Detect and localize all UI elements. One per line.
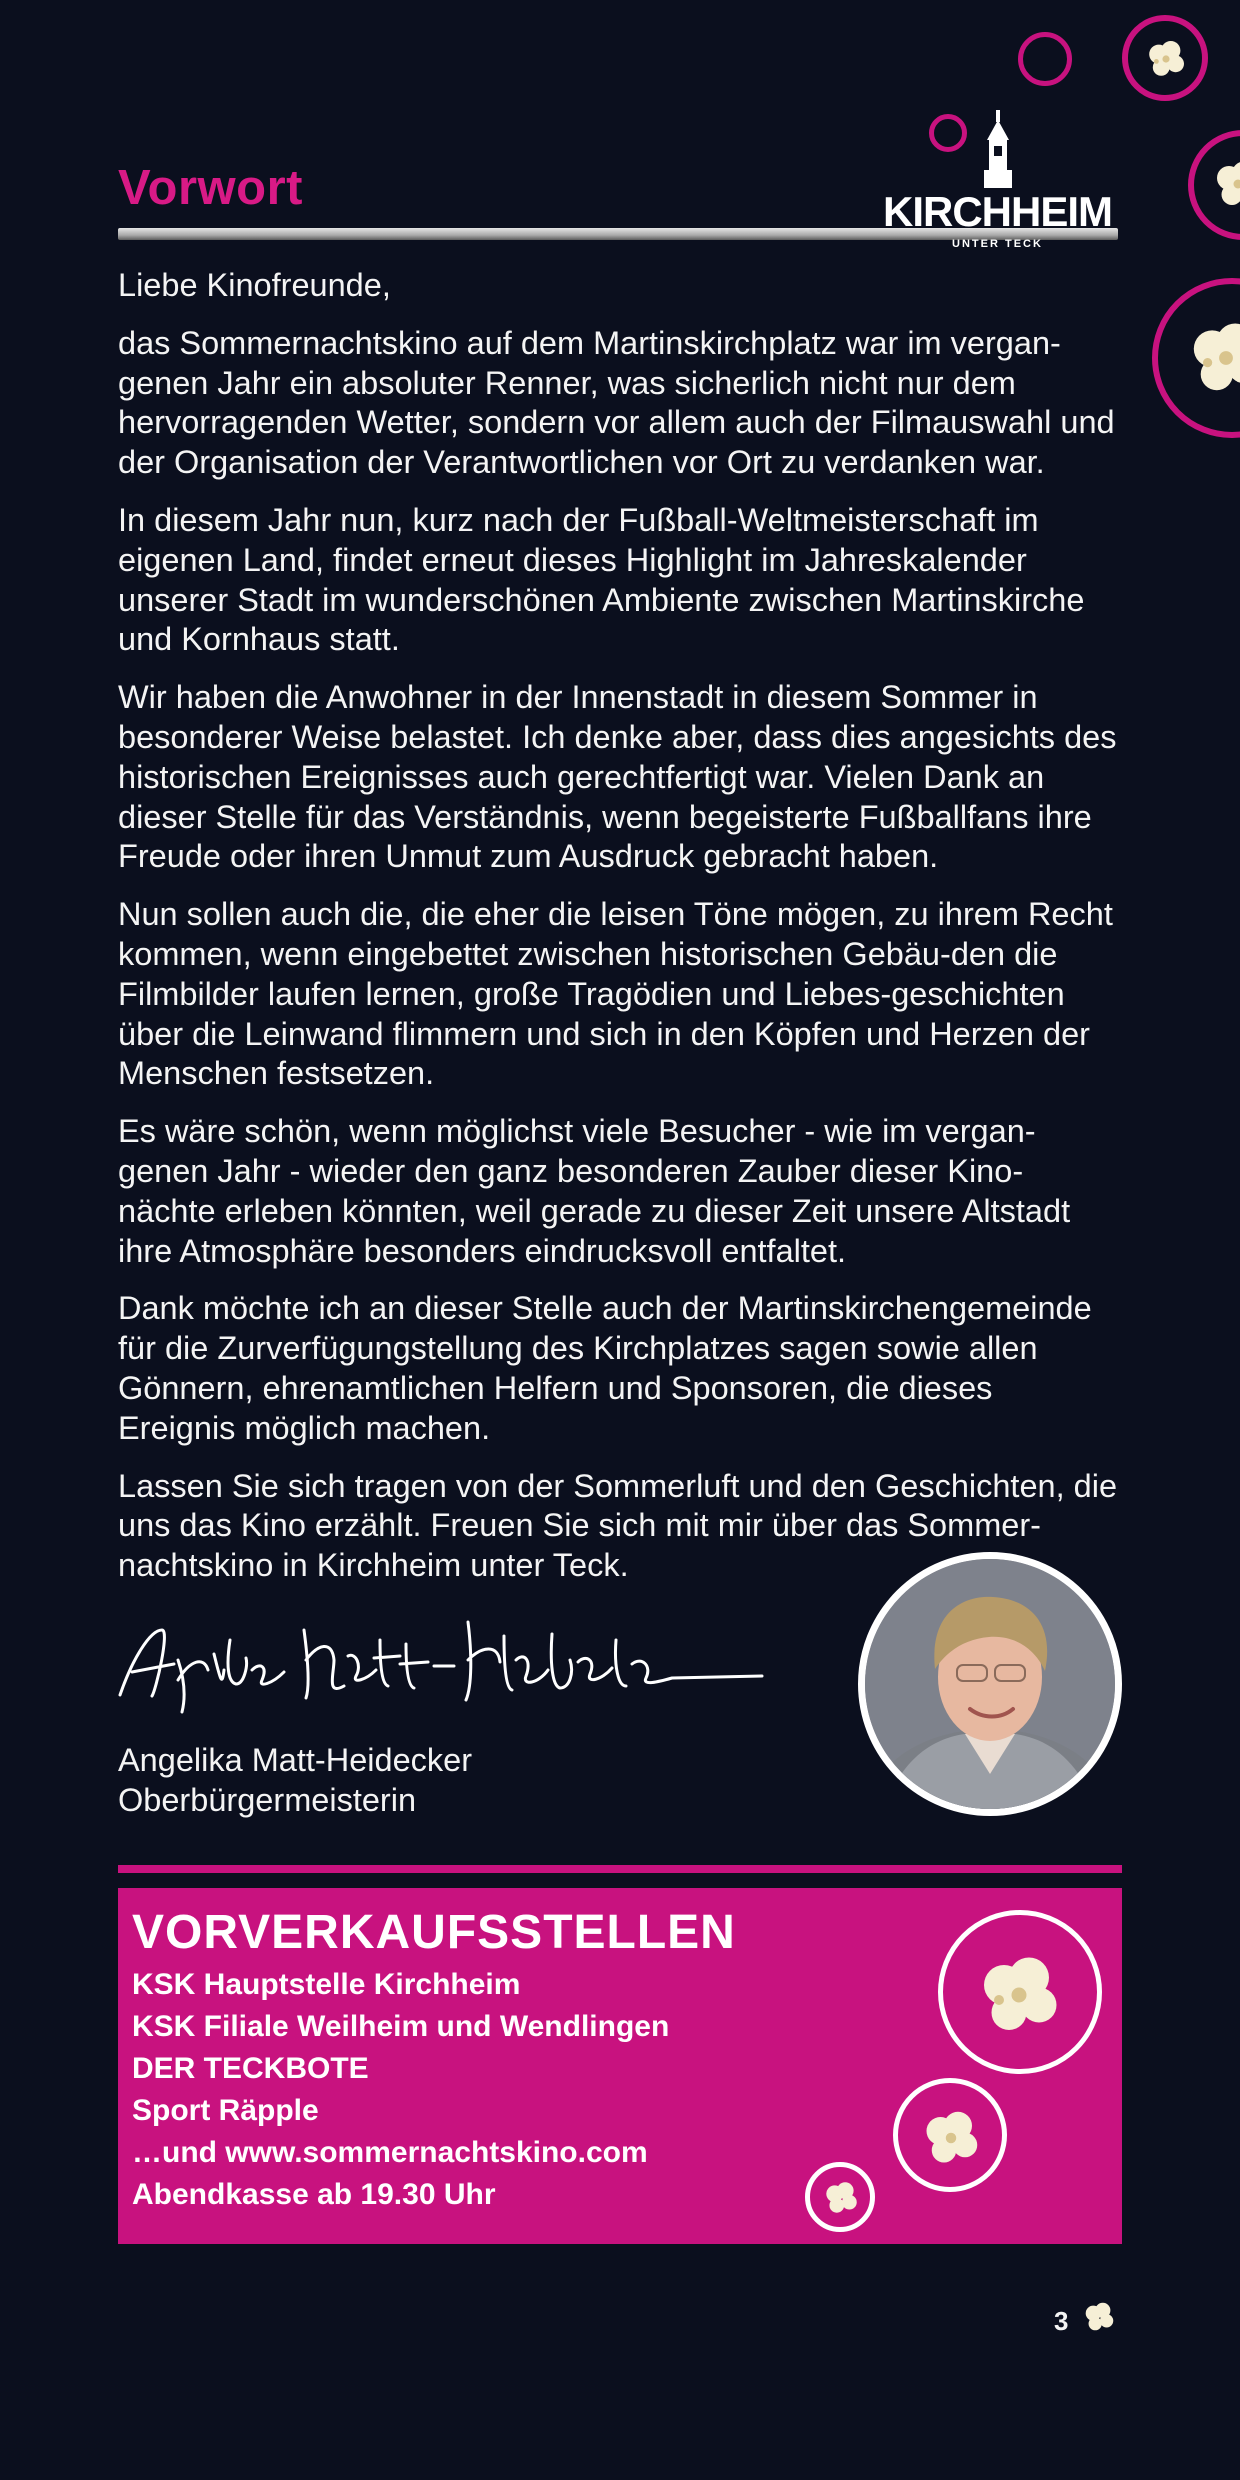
decorative-ring [1018, 32, 1072, 86]
salutation: Liebe Kinofreunde, [118, 267, 391, 303]
signer-name: Angelika Matt-Heidecker [118, 1742, 473, 1778]
paragraph: Dank möchte ich an dieser Stelle auch der Martinskirchengemeinde für die Zurverfügungstellung des Kirchplatzes sagen sowie allen Gönnern, ehrenamtlichen Helfern und Sponsoren, die dieses Ereignis möglich machen. [118, 1290, 1092, 1446]
logo-wordmark: KIRCHHEIM [883, 188, 1112, 235]
popcorn-icon [1080, 2298, 1118, 2336]
list-item: DER TECKBOTE [132, 2052, 369, 2085]
paragraph: Es wäre schön, wenn möglichst viele Besucher - wie im vergan-genen Jahr - wieder den ganz besonderen Zauber dieser Kino-nächte erleben könnten, weil gerade zu dieser Zeit unsere Altstadt ihre Atmosphäre besonders eindrucksvoll entfaltet. [118, 1113, 1071, 1269]
presale-top-bar [118, 1865, 1122, 1873]
list-item: Abendkasse ab 19.30 Uhr [132, 2178, 496, 2211]
paragraph: Wir haben die Anwohner in der Innenstadt in diesem Sommer in besonderer Weise belastet. Ich denke aber, dass dies angesichts des historischen Ereignisses auch gerechtfertigt war. Vielen Dank an dieser Stelle für das Verständnis, wenn begeisterte Fußballfans ihre Freude oder ihren Unmut zum Ausdruck gebracht haben. [118, 679, 1117, 875]
list-item: …und www.sommernachtskino.com [132, 2136, 648, 2169]
paragraph: das Sommernachtskino auf dem Martinskirchplatz war im vergan-genen Jahr ein absoluter Renner, was sicherlich nicht nur dem hervorragenden Wetter, sondern vor allem auch der Filmauswahl und der Organisation der Verantwortlichen vor Ort zu verdanken war. [118, 324, 1115, 481]
popcorn-icon [820, 2177, 862, 2219]
foreword-letter [118, 266, 1118, 1604]
popcorn-ring [938, 1910, 1102, 2074]
mayor-portrait-photo [858, 1552, 1122, 1816]
popcorn-icon [1208, 154, 1240, 214]
popcorn-ring [893, 2078, 1007, 2192]
popcorn-ring [805, 2162, 875, 2232]
paragraph: Nun sollen auch die, die eher die leisen Töne mögen, zu ihrem Recht kommen, wenn eingebettet zwischen historischen Gebäu-den die Filmbilder laufen lernen, große Tragödien und Liebes-geschichten über die Leinwand flimmern und sich in den Köpfen und Herzen der Menschen festsetzen. [118, 896, 1113, 1092]
list-item: KSK Hauptstelle Kirchheim [132, 1968, 521, 2001]
church-tower-icon [979, 110, 1017, 188]
presale-heading: VORVERKAUFSSTELLEN [132, 1906, 736, 1959]
popcorn-icon [1180, 312, 1240, 404]
popcorn-ring [1122, 15, 1208, 101]
paragraph: Lassen Sie sich tragen von der Sommerluft und den Geschichten, die uns das Kino erzählt. Freuen Sie sich mit mir über das Sommer-nachtskino in Kirchheim unter Teck. [118, 1467, 1118, 1584]
list-item: Sport Räpple [132, 2094, 319, 2127]
page-title: Vorwort [118, 161, 303, 215]
page-number: 3 [1054, 2306, 1069, 2336]
signer-block [118, 1740, 472, 1820]
signer-title: Oberbürgermeisterin [118, 1782, 417, 1818]
popcorn-icon [1142, 35, 1190, 83]
paragraph: In diesem Jahr nun, kurz nach der Fußball-Weltmeisterschaft im eigenen Land, findet erneut dieses Highlight im Jahreskalender unserer Stadt im wunderschönen Ambiente zwischen Martinskirche und Kornhaus statt. [118, 501, 1085, 658]
logo-subtext: UNTER TECK [952, 238, 1043, 250]
signature [112, 1600, 772, 1720]
portrait-illustration [865, 1559, 1115, 1809]
list-item: KSK Filiale Weilheim und Wendlingen [132, 2010, 670, 2043]
popcorn-ring [1188, 130, 1240, 240]
popcorn-ring [1152, 278, 1240, 438]
popcorn-icon [916, 2103, 986, 2173]
kirchheim-logo [875, 110, 1120, 250]
popcorn-icon [969, 1945, 1069, 2045]
